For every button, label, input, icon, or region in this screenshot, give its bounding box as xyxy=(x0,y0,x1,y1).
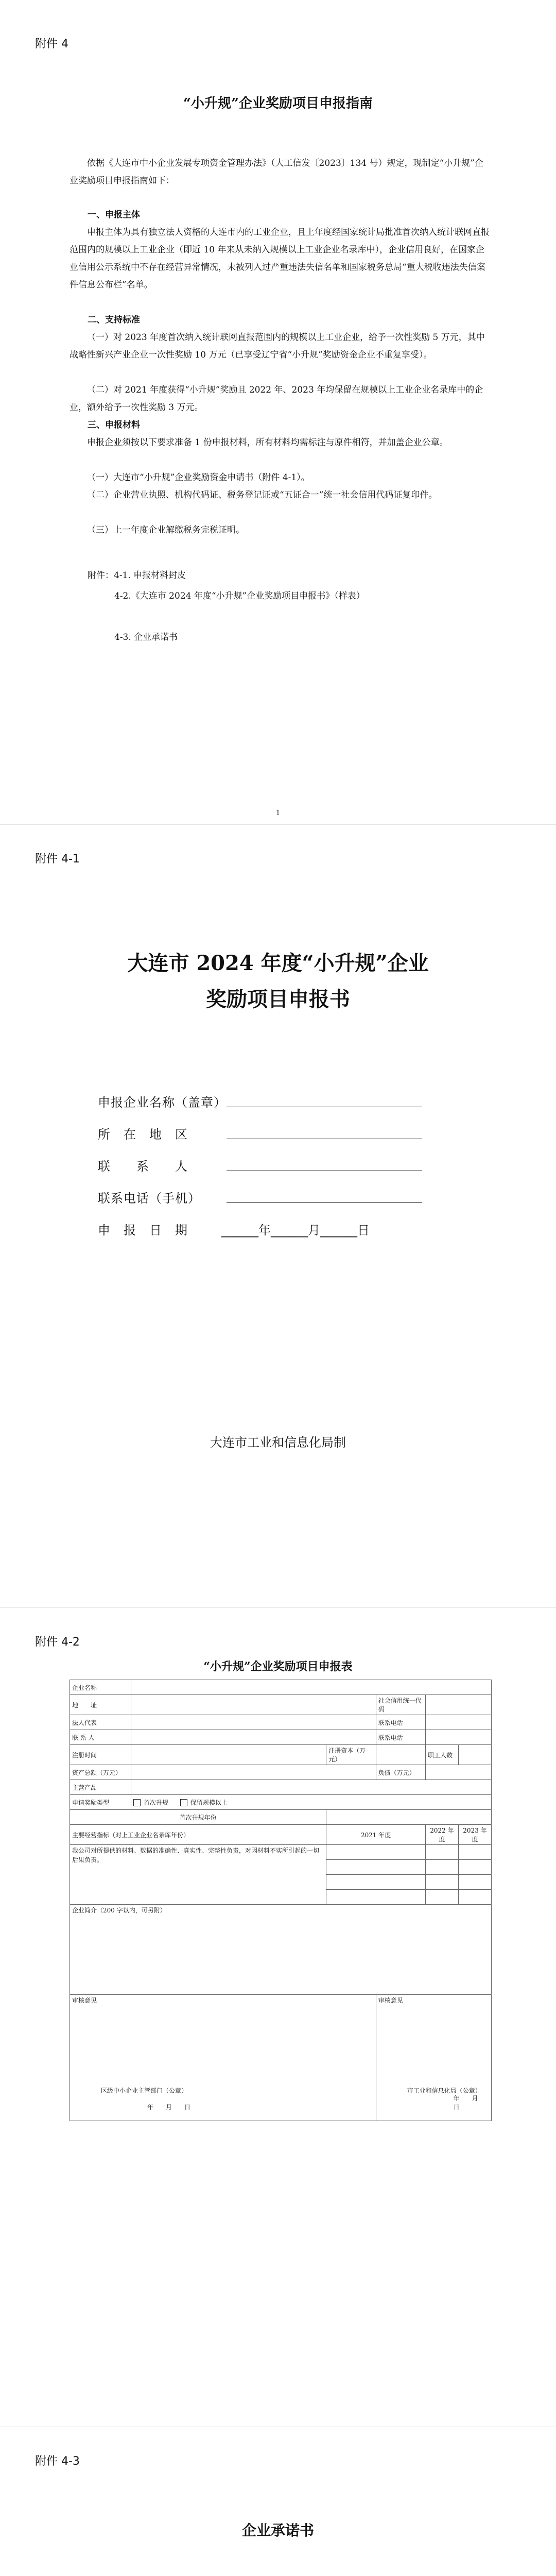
cell-input[interactable] xyxy=(425,1845,458,1860)
year-header: 2023 年度 xyxy=(458,1825,491,1845)
cell-label: 注册资本（万元） xyxy=(326,1745,376,1765)
review-date: 年 月 日 xyxy=(453,2095,491,2111)
cell-label: 申请奖励类型 xyxy=(70,1795,131,1810)
checkbox[interactable] xyxy=(133,1799,141,1806)
year-header: 2022 年度 xyxy=(425,1825,458,1845)
table-row xyxy=(70,1715,492,1730)
page-title: “小升规”企业奖励项目申报指南 xyxy=(183,96,373,111)
paragraph: （一）对 2023 年度首次纳入统计联网直报范围内的规模以上工业企业，给予一次性奖励 5 万元，其中战略性新兴产业企业一次性奖励 10 万元（已享受辽宁省“小升规”奖励资金企业不重复享受）。 xyxy=(70,332,485,360)
org-seal-label: 区级中小企业主管部门（公章） xyxy=(101,2087,188,2094)
table-row xyxy=(70,1730,492,1745)
commitment-title: 企业承诺书 xyxy=(241,2522,314,2539)
material-item: （一）大连市“小升规”企业奖励资金申请书（附件 4-1）。 xyxy=(87,472,310,483)
table-row xyxy=(70,1745,492,1765)
declaration-text: 我公司对所提供的材料、数据的准确性、真实性、完整性负责，对因材料不实所引起的一切后果负责。 xyxy=(70,1845,326,1905)
cell-input[interactable] xyxy=(326,1810,492,1825)
cell-label: 法人代表 xyxy=(70,1715,131,1730)
cell-input[interactable] xyxy=(458,1860,491,1875)
cell-label: 主要经营指标（对上工业企业名录库年份） xyxy=(70,1825,326,1845)
table-row xyxy=(70,1795,492,1810)
option-label: 保留规模以上 xyxy=(190,1799,228,1806)
page-commitment xyxy=(0,2427,556,2576)
cell-options xyxy=(131,1795,492,1810)
review-box-city[interactable] xyxy=(376,1995,491,2121)
cell-input[interactable] xyxy=(425,1765,491,1780)
form-underline[interactable] xyxy=(227,1202,422,1203)
attachment-label: 附件 4-1 xyxy=(35,853,80,866)
cell-label: 联系电话 xyxy=(376,1730,425,1745)
form-label: 申报企业名称（盖章） xyxy=(98,1095,227,1110)
cell-input[interactable] xyxy=(425,1730,491,1745)
cell-label: 职工人数 xyxy=(425,1745,458,1765)
cell-input[interactable] xyxy=(458,1890,491,1905)
attachment-label: 附件 4-2 xyxy=(35,1636,80,1649)
review-box-district[interactable] xyxy=(70,1995,376,2121)
cell-input[interactable] xyxy=(131,1780,492,1795)
cover-footer: 大连市工业和信息化局制 xyxy=(210,1435,346,1450)
section-heading: 一、申报主体 xyxy=(88,210,140,220)
org-seal-label: 市工业和信息化局（公章） xyxy=(407,2087,481,2094)
material-item: （三）上一年度企业解缴税务完税证明。 xyxy=(87,525,245,535)
cell-input[interactable] xyxy=(131,1695,376,1715)
cell-input[interactable] xyxy=(425,1860,458,1875)
attachment-list-item: 4-3. 企业承诺书 xyxy=(114,632,178,642)
table-row xyxy=(70,1780,492,1795)
cell-input[interactable] xyxy=(131,1715,376,1730)
checkbox[interactable] xyxy=(180,1799,187,1806)
section-heading: 三、申报材料 xyxy=(88,420,140,430)
cell-input[interactable] xyxy=(326,1845,426,1860)
cell-label: 主营产品 xyxy=(70,1780,131,1795)
cell-label: 首次升规年份 xyxy=(70,1810,326,1825)
form-label: 联系电话（手机） xyxy=(98,1191,201,1206)
cell-label: 社会信用统一代码 xyxy=(376,1695,425,1715)
page-cover xyxy=(0,824,556,1607)
attachment-label: 附件 4 xyxy=(35,38,68,50)
review-label: 审核意见 xyxy=(72,1997,97,2004)
cell-label: 地 址 xyxy=(70,1695,131,1715)
attachment-list-item: 附件：4-1. 申报材料封皮 xyxy=(88,570,186,581)
cell-input[interactable] xyxy=(458,1845,491,1860)
table-row xyxy=(70,1680,492,1695)
form-label: 所 在 地 区 xyxy=(98,1127,188,1142)
cell-input[interactable] xyxy=(425,1875,458,1890)
cell-input[interactable] xyxy=(458,1875,491,1890)
cell-input[interactable] xyxy=(131,1730,376,1745)
paragraph: 申报主体为具有独立法人资格的大连市内的工业企业，且上年度经国家统计局批准首次纳入统计联网直报范围内的规模以上工业企业（即近 10 年来从未纳入规模以上工业企业名录库中），企业信用良好，在国家企业信用公示系统中不存在经营异常情况，未被列入过严重违法失信名单和国家税务总局“重大税收违法失信案件信息公布栏”名单。 xyxy=(70,227,490,290)
cell-label: 联 系 人 xyxy=(70,1730,131,1745)
attachment-list-item: 4-2.《大连市 2024 年度“小升规”企业奖励项目申报书》（样表） xyxy=(114,591,365,601)
table-row xyxy=(70,1765,492,1780)
form-label: 联 系 人 xyxy=(98,1159,188,1174)
cell-input[interactable] xyxy=(131,1765,376,1780)
attachment-label: 附件 4-3 xyxy=(35,2455,80,2468)
cell-input[interactable] xyxy=(326,1875,426,1890)
section-heading: 二、支持标准 xyxy=(88,315,140,325)
intro-box[interactable]: 企业简介（200 字以内，可另附） xyxy=(70,1905,492,1995)
option-label: 首次升规 xyxy=(144,1799,169,1806)
date-blank[interactable]: ______年______月______日 xyxy=(221,1223,370,1238)
cover-title-line1: 大连市 2024 年度“小升规”企业 xyxy=(127,951,429,975)
cell-label: 资产总额（万元） xyxy=(70,1765,131,1780)
review-label: 审核意见 xyxy=(378,1997,403,2004)
review-date: 年 月 日 xyxy=(147,2104,191,2111)
cell-input[interactable] xyxy=(326,1860,426,1875)
table-row xyxy=(70,1905,492,1995)
table-row xyxy=(70,1810,492,1825)
cell-label: 负债（万元） xyxy=(376,1765,425,1780)
cell-input[interactable] xyxy=(425,1715,491,1730)
paragraph: （二）对 2021 年度获得“小升规”奖励且 2022 年、2023 年均保留在规模以上工业企业名录库中的企业，额外给予一次性奖励 3 万元。 xyxy=(70,385,483,413)
page-form-table xyxy=(0,1607,556,2432)
cell-label: 联系电话 xyxy=(376,1715,425,1730)
table-row xyxy=(70,1695,492,1715)
page-guideline xyxy=(0,0,556,824)
application-table xyxy=(70,1680,492,2121)
paragraph: 申报企业须按以下要求准备 1 份申报材料，所有材料均需标注与原件相符，并加盖企业公章。 xyxy=(87,437,448,448)
table-title: “小升规”企业奖励项目申报表 xyxy=(203,1660,353,1673)
cover-title-line2: 奖励项目申报书 xyxy=(206,987,350,1011)
cell-label: 注册时间 xyxy=(70,1745,131,1765)
page-number: 1 xyxy=(276,809,280,816)
cell-input[interactable] xyxy=(458,1745,491,1765)
form-label: 申 报 日 期 ______年______月______日 xyxy=(98,1223,370,1238)
cell-input[interactable] xyxy=(425,1890,458,1905)
table-row xyxy=(70,1995,492,2121)
cell-input[interactable] xyxy=(326,1890,426,1905)
year-header: 2021 年度 xyxy=(326,1825,426,1845)
cell-input[interactable] xyxy=(425,1695,491,1715)
intro-paragraph: 依据《大连市中小企业发展专项资金管理办法》（大工信发〔2023〕134 号）规定，现制定“小升规”企业奖励项目申报指南如下： xyxy=(70,158,483,186)
cell-input[interactable] xyxy=(131,1745,326,1765)
table-row xyxy=(70,1825,492,1845)
material-item: （二）企业营业执照、机构代码证、税务登记证或“五证合一”统一社会信用代码证复印件。 xyxy=(87,490,438,500)
cell-input[interactable] xyxy=(376,1745,425,1765)
cell-input[interactable] xyxy=(131,1680,492,1695)
table-row xyxy=(70,1845,492,1860)
cell-label: 企业名称 xyxy=(70,1680,131,1695)
